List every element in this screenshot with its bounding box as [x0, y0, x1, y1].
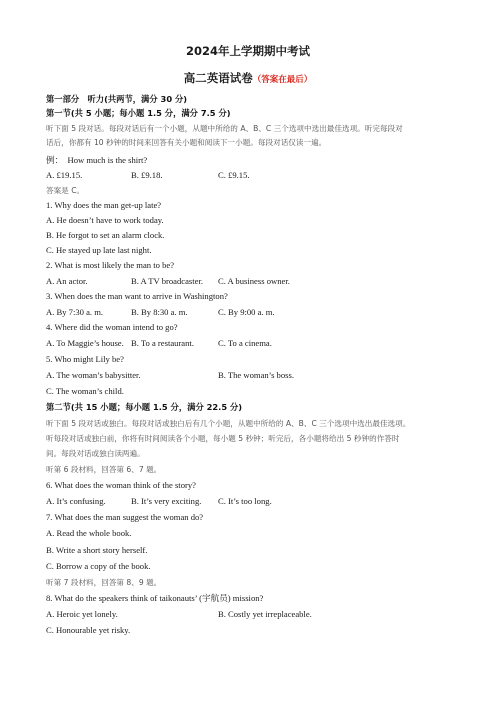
option-c: C. A business owner. [218, 276, 290, 286]
option-a: A. By 7:30 a. m. [46, 307, 104, 317]
example-answer: 答案是 C。 [46, 186, 85, 195]
option-b: B. He forgot to set an alarm clock. [46, 230, 165, 240]
option-b: B. £9.18. [131, 170, 163, 180]
option-a: A. To Maggie’s house. [46, 338, 124, 348]
option-a: A. Read the whole book. [46, 528, 132, 538]
question-7: 7. What does the man suggest the woman do? [46, 512, 204, 522]
material-note: 听第 7 段材料，回答第 8、9 题。 [46, 578, 162, 587]
question-8-options [46, 609, 346, 620]
option-c: C. Borrow a copy of the book. [46, 561, 151, 571]
option-b: B. A TV broadcaster. [131, 276, 204, 286]
option-c: C. It’s too long. [218, 496, 272, 506]
option-b: B. To a restaurant. [131, 338, 194, 348]
instructions-line: 听下面 5 段对话。每段对话后有一个小题，从题中所给的 A、B、C 三个选项中选出最佳选项。听完每段对 [46, 124, 403, 133]
option-b: B. Write a short story herself. [46, 545, 148, 555]
question-4-options [46, 338, 346, 349]
instructions-line: 话后，你都有 10 秒钟的时间来回答有关小题和阅读下一小题。每段对话仅读一遍。 [46, 138, 327, 147]
question-4: 4. Where did the woman intend to go? [46, 322, 178, 332]
question-5: 5. Who might Lily be? [46, 354, 124, 364]
example-question: 例： How much is the shirt? [46, 155, 148, 165]
option-c: C. He stayed up late last night. [46, 245, 152, 255]
material-note: 听第 6 段材料，回答第 6、7 题。 [46, 465, 162, 474]
question-2-options [46, 276, 346, 287]
instructions-line: 听每段对话或独白前，你将有时间阅读各个小题，每小题 5 秒钟；听完后，各小题将给出 5 秒钟的作答时 [46, 434, 400, 443]
option-a: A. It’s confusing. [46, 496, 106, 506]
question-1: 1. Why does the man get-up late? [46, 200, 162, 210]
question-8: 8. What do the speakers think of taikonauts’ (宇航员) mission? [46, 593, 264, 603]
option-c: C. £9.15. [218, 170, 250, 180]
option-c: C. Honourable yet risky. [46, 625, 131, 635]
option-a: A. Heroic yet lonely. [46, 609, 118, 619]
question-6-options [46, 496, 346, 507]
subtitle-text: 高二英语试卷 [183, 71, 253, 85]
question-6: 6. What does the woman think of the story? [46, 480, 196, 490]
option-c: C. To a cinema. [218, 338, 272, 348]
part1-heading: 第一部分 听力(共两节，满分 30 分) [46, 94, 188, 104]
question-3-options [46, 307, 346, 318]
exam-subtitle [0, 70, 496, 86]
instructions-line: 间。每段对话或独白读两遍。 [46, 449, 145, 458]
option-a: A. £19.15. [46, 170, 83, 180]
question-3: 3. When does the man want to arrive in Washington? [46, 291, 228, 301]
option-a: A. An actor. [46, 276, 88, 286]
exam-title: 2024年上学期期中考试 [185, 44, 310, 58]
option-b: B. Costly yet irreplaceable. [218, 609, 312, 619]
section2-heading: 第二节(共 15 小题；每小题 1.5 分，满分 22.5 分) [46, 402, 243, 412]
section1-heading: 第一节(共 5 小题；每小题 1.5 分，满分 7.5 分) [46, 108, 231, 118]
question-5-options [46, 370, 346, 381]
example-options [46, 170, 346, 181]
instructions-line: 听下面 5 段对话或独白。每段对话或独白后有几个小题，从题中所给的 A、B、C 三个选项中选出最佳选项。 [46, 419, 411, 428]
option-a: A. He doesn’t have to work today. [46, 215, 164, 225]
option-c: C. The woman’s child. [46, 386, 124, 396]
option-c: C. By 9:00 a. m. [218, 307, 275, 317]
option-b: B. By 8:30 a. m. [131, 307, 188, 317]
question-2: 2. What is most likely the man to be? [46, 260, 175, 270]
option-a: A. The woman’s babysitter. [46, 370, 141, 380]
answer-note: （答案在最后） [252, 75, 313, 85]
option-b: B. It’s very exciting. [131, 496, 202, 506]
option-b: B. The woman’s boss. [218, 370, 294, 380]
